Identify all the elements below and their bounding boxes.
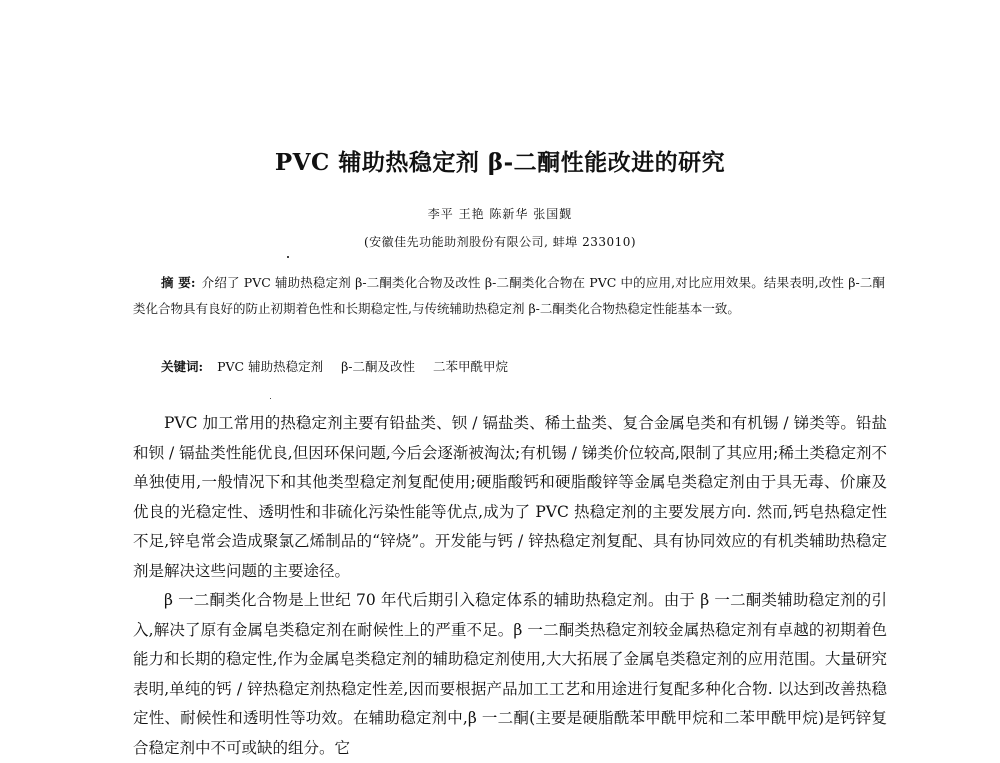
abstract-text: 介绍了 PVC 辅助热稳定剂 β-二酮类化合物及改性 β-二酮类化合物在 PVC 中的应用,对比应用效果。结果表明,改性 β-二酮类化合物具有良好的防止初期着色性和长期稳定性,与传统辅助热稳定剂 β-二酮类化合物热稳定性能基本一致。	[133, 275, 886, 316]
keywords-label: 关键词:	[161, 359, 204, 374]
scan-speck	[270, 398, 271, 399]
keyword: β-二酮及改性	[341, 359, 416, 374]
body-paragraph: PVC 加工常用的热稳定剂主要有铅盐类、钡 / 镉盐类、稀土盐类、复合金属皂类和有机锡 / 锑类等。铅盐和钡 / 镉盐类性能优良,但因环保问题,今后会逐渐被淘汰;有机锡 / 锑类价位较高,限制了其应用;稀土类稳定剂不单独使用,一般情况下和其他类型稳定剂复配使用;硬脂酸钙和硬脂酸锌等金属皂类稳定剂由于具无毒、价廉及优良的光稳定性、透明性和非硫化污染性能等优点,成为了 PVC 热稳定剂的主要发展方向. 然而,钙皂热稳定性不足,锌皂常会造成聚氯乙烯制品的“锌烧”。开发能与钙 / 锌热稳定剂复配、具有协同效应的有机类辅助热稳定剂是解决这些问题的主要途径。	[133, 414, 887, 580]
keywords	[161, 354, 881, 380]
scan-speck	[287, 256, 289, 258]
body-paragraph: β 一二酮类化合物是上世纪 70 年代后期引入稳定体系的辅助热稳定剂。由于 β 一二酮类辅助稳定剂的引入,解决了原有金属皂类稳定剂在耐候性上的严重不足。β 一二酮类热稳定剂较金属热稳定剂有卓越的初期着色能力和长期的稳定性,作为金属皂类稳定剂的辅助稳定剂使用,大大拓展了金属皂类稳定剂的应用范围。大量研究表明,单纯的钙 / 锌热稳定剂热稳定性差,因而要根据产品加工工艺和用途进行复配多种化合物. 以达到改善热稳定性、耐候性和透明性等功效。在辅助稳定剂中,β 一二酮(主要是硬脂酰苯甲酰甲烷和二苯甲酰甲烷)是钙锌复合稳定剂中不可或缺的组分。它	[133, 591, 887, 757]
body-text	[133, 409, 887, 763]
keyword: 二苯甲酰甲烷	[433, 359, 509, 374]
author-list: 李平 王艳 陈新华 张国觐	[427, 207, 573, 221]
affiliation: (安徽佳先功能助剂股份有限公司, 蚌埠 233010)	[363, 235, 637, 249]
abstract	[133, 270, 885, 322]
paper-title: PVC 辅助热稳定剂 β-二酮性能改进的研究	[274, 149, 726, 176]
abstract-label: 摘 要:	[161, 275, 196, 290]
keyword: PVC 辅助热稳定剂	[217, 359, 324, 374]
